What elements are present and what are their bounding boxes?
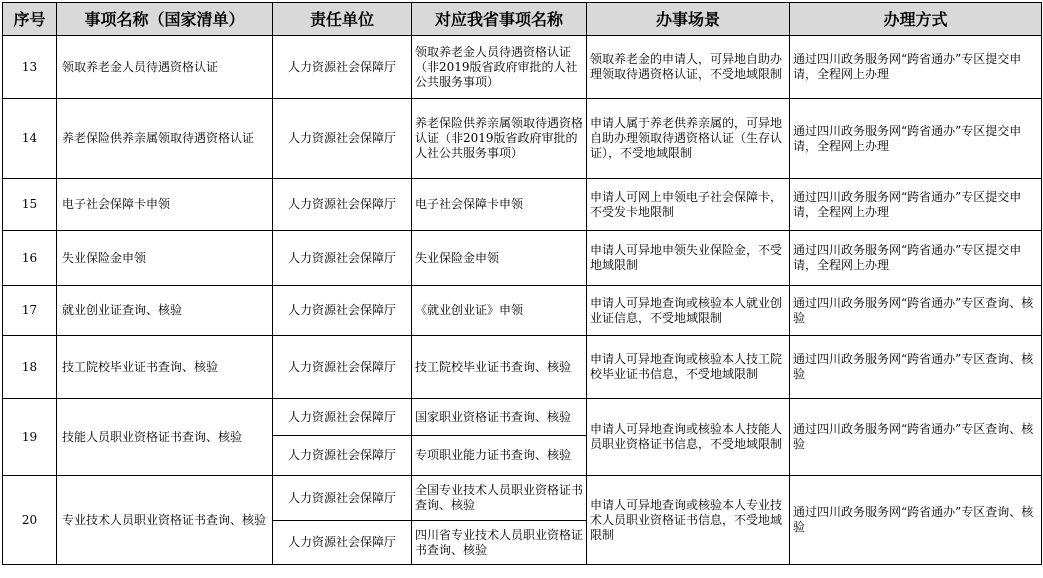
header-row — [3, 3, 1042, 36]
service-items-table — [2, 2, 1042, 565]
row-scenario: 领取养老金的申请人，可异地自助办理领取待遇资格认证，不受地域限制 — [587, 36, 790, 99]
header-responsible-unit: 责任单位 — [273, 3, 412, 36]
header-province-item-name: 对应我省事项名称 — [412, 3, 587, 36]
row-method: 通过四川政务服务网“跨省通办”专区查询、核验 — [790, 399, 1042, 476]
table-row — [3, 476, 1042, 521]
row-seq: 17 — [3, 286, 57, 336]
row-method: 通过四川政务服务网“跨省通办”专区提交申请，全程网上办理 — [790, 36, 1042, 99]
table-row — [3, 99, 1042, 179]
header-method: 办理方式 — [790, 3, 1042, 36]
table-row — [3, 336, 1042, 399]
row-province-item: 四川省专业技术人员职业资格证书查询、核验 — [412, 521, 587, 565]
header-seq: 序号 — [3, 3, 57, 36]
header-item-name: 事项名称（国家清单） — [57, 3, 273, 36]
row-method: 通过四川政务服务网“跨省通办”专区查询、核验 — [790, 336, 1042, 399]
row-method: 通过四川政务服务网“跨省通办”专区查询、核验 — [790, 476, 1042, 565]
row-item-name: 领取养老金人员待遇资格认证 — [57, 36, 273, 99]
row-method: 通过四川政务服务网“跨省通办”专区查询、核验 — [790, 286, 1042, 336]
row-scenario: 申请人可异地申领失业保险金，不受地域限制 — [587, 231, 790, 286]
row-item-name: 专业技术人员职业资格证书查询、核验 — [57, 476, 273, 565]
table-row — [3, 231, 1042, 286]
row-item-name: 技能人员职业资格证书查询、核验 — [57, 399, 273, 476]
row-scenario: 申请人可异地查询或核验本人技工院校毕业证书信息，不受地域限制 — [587, 336, 790, 399]
row-unit: 人力资源社会保障厅 — [273, 286, 412, 336]
service-table-container — [2, 2, 1042, 565]
row-unit: 人力资源社会保障厅 — [273, 476, 412, 521]
row-unit: 人力资源社会保障厅 — [273, 436, 412, 476]
row-scenario: 申请人可网上申领电子社会保障卡，不受发卡地限制 — [587, 179, 790, 231]
row-method: 通过四川政务服务网“跨省通办”专区提交申请，全程网上办理 — [790, 99, 1042, 179]
row-seq: 18 — [3, 336, 57, 399]
table-row — [3, 179, 1042, 231]
table-row — [3, 399, 1042, 436]
row-item-name: 养老保险供养亲属领取待遇资格认证 — [57, 99, 273, 179]
row-province-item: 专项职业能力证书查询、核验 — [412, 436, 587, 476]
row-scenario: 申请人可异地查询或核验本人技能人员职业资格证书信息，不受地域限制 — [587, 399, 790, 476]
row-province-item: 领取养老金人员待遇资格认证（非2019版省政府审批的人社公共服务事项） — [412, 36, 587, 99]
row-province-item: 失业保险金申领 — [412, 231, 587, 286]
row-item-name: 电子社会保障卡申领 — [57, 179, 273, 231]
row-method: 通过四川政务服务网“跨省通办”专区提交申请，全程网上办理 — [790, 231, 1042, 286]
row-seq: 20 — [3, 476, 57, 565]
row-province-item: 技工院校毕业证书查询、核验 — [412, 336, 587, 399]
row-seq: 15 — [3, 179, 57, 231]
row-province-item: 《就业创业证》申领 — [412, 286, 587, 336]
row-unit: 人力资源社会保障厅 — [273, 36, 412, 99]
row-item-name: 技工院校毕业证书查询、核验 — [57, 336, 273, 399]
row-unit: 人力资源社会保障厅 — [273, 179, 412, 231]
row-item-name: 就业创业证查询、核验 — [57, 286, 273, 336]
row-seq: 19 — [3, 399, 57, 476]
row-unit: 人力资源社会保障厅 — [273, 231, 412, 286]
header-scenario: 办事场景 — [587, 3, 790, 36]
row-unit: 人力资源社会保障厅 — [273, 336, 412, 399]
row-province-item: 国家职业资格证书查询、核验 — [412, 399, 587, 436]
row-item-name: 失业保险金申领 — [57, 231, 273, 286]
row-province-item: 全国专业技术人员职业资格证书查询、核验 — [412, 476, 587, 521]
row-scenario: 申请人属于养老供养亲属的，可异地自助办理领取待遇资格认证（生存认证），不受地域限制 — [587, 99, 790, 179]
row-province-item: 养老保险供养亲属领取待遇资格认证（非2019版省政府审批的人社公共服务事项） — [412, 99, 587, 179]
row-seq: 14 — [3, 99, 57, 179]
row-seq: 16 — [3, 231, 57, 286]
row-method: 通过四川政务服务网“跨省通办”专区提交申请，全程网上办理 — [790, 179, 1042, 231]
row-province-item: 电子社会保障卡申领 — [412, 179, 587, 231]
row-unit: 人力资源社会保障厅 — [273, 521, 412, 565]
row-seq: 13 — [3, 36, 57, 99]
row-unit: 人力资源社会保障厅 — [273, 399, 412, 436]
row-scenario: 申请人可异地查询或核验本人专业技术人员职业资格证书信息，不受地域限制 — [587, 476, 790, 565]
table-row — [3, 36, 1042, 99]
row-unit: 人力资源社会保障厅 — [273, 99, 412, 179]
row-scenario: 申请人可异地查询或核验本人就业创业证信息，不受地域限制 — [587, 286, 790, 336]
table-row — [3, 286, 1042, 336]
